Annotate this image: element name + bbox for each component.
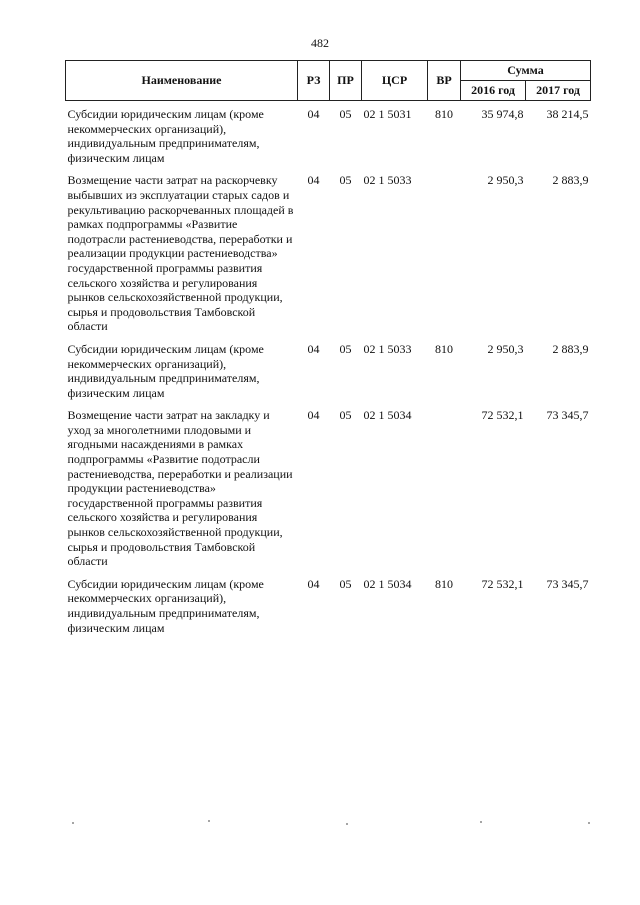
row-amount-2016: 72 532,1 xyxy=(481,576,524,591)
row-csr: 02 1 5034 xyxy=(363,408,412,423)
table-row xyxy=(66,167,591,336)
row-rz: 04 xyxy=(307,408,320,423)
scan-speck xyxy=(588,822,590,824)
row-amount-2017: 2 883,9 xyxy=(552,173,589,188)
header-vr: ВР xyxy=(428,61,461,101)
row-amount-2016: 35 974,8 xyxy=(481,107,524,121)
table-header xyxy=(66,61,591,101)
row-pr: 05 xyxy=(339,576,352,591)
row-pr: 05 xyxy=(339,341,352,356)
page-number: 482 xyxy=(311,36,329,50)
row-name: Возмещение части затрат на закладку и уход за многолетними плодовыми и ягодными насаждениями в рамках подпрограммы «Развитие подотрасли растениеводства, переработки и реализации продукции растениеводства» государственной программы развития сельского хозяйства и регулирования рынков сельскохозяйственной продукции, сырья и продовольствия Тамбовской области xyxy=(67,408,293,569)
row-amount-2016: 72 532,1 xyxy=(481,408,524,423)
row-pr: 05 xyxy=(339,107,352,121)
scan-speck xyxy=(72,822,74,824)
table-row xyxy=(66,402,591,571)
header-sum: Сумма xyxy=(461,61,591,81)
row-amount-2017: 73 345,7 xyxy=(546,408,589,423)
scan-speck xyxy=(208,820,210,822)
row-csr: 02 1 5031 xyxy=(363,107,412,121)
row-amount-2017: 2 883,9 xyxy=(552,341,589,356)
row-name: Возмещение части затрат на раскорчевку выбывших из эксплуатации старых садов и рекультивацию раскорчеванных площадей в рамках подпрограммы «Развитие подотрасли растениеводства, переработки и реализации продукции растениеводства» государственной программы развития сельского хозяйства и регулирования рынков сельскохозяйственной продукции, сырья и продовольствия Тамбовской области xyxy=(67,173,294,334)
header-rz: РЗ xyxy=(298,61,330,101)
table-body xyxy=(66,101,591,638)
row-rz: 04 xyxy=(307,173,320,188)
header-year-2017: 2017 год xyxy=(526,81,591,101)
row-vr: 810 xyxy=(435,107,453,121)
scan-specks xyxy=(0,820,640,830)
scan-speck xyxy=(480,821,482,823)
header-pr: ПР xyxy=(330,61,362,101)
row-csr: 02 1 5033 xyxy=(363,341,412,356)
table-row xyxy=(66,571,591,637)
row-name: Субсидии юридическим лицам (кроме некоммерческих организаций), индивидуальным предпринимателям, физическим лицам xyxy=(67,341,264,400)
budget-table xyxy=(65,60,591,637)
row-pr: 05 xyxy=(339,173,352,188)
row-pr: 05 xyxy=(339,408,352,423)
row-rz: 04 xyxy=(307,341,320,356)
header-name: Наименование xyxy=(66,61,298,101)
scan-speck xyxy=(346,823,348,825)
row-name: Субсидии юридическим лицам (кроме некоммерческих организаций), индивидуальным предпринимателям, физическим лицам xyxy=(67,576,264,635)
row-name: Субсидии юридическим лицам (кроме некоммерческих организаций), индивидуальным предпринимателям, физическим лицам xyxy=(67,107,264,165)
row-csr: 02 1 5034 xyxy=(363,576,412,591)
row-vr: 810 xyxy=(435,576,453,591)
row-amount-2016: 2 950,3 xyxy=(487,341,524,356)
row-amount-2017: 38 214,5 xyxy=(546,107,589,121)
row-vr: 810 xyxy=(435,341,453,356)
header-year-2016: 2016 год xyxy=(461,81,526,101)
row-amount-2017: 73 345,7 xyxy=(546,576,589,591)
row-csr: 02 1 5033 xyxy=(363,173,412,188)
row-rz: 04 xyxy=(307,576,320,591)
table-row xyxy=(66,101,591,168)
row-vr xyxy=(428,167,461,336)
row-vr xyxy=(428,402,461,571)
table-row xyxy=(66,336,591,402)
row-rz: 04 xyxy=(307,107,320,121)
row-amount-2016: 2 950,3 xyxy=(487,173,524,188)
header-csr: ЦСР xyxy=(362,61,428,101)
